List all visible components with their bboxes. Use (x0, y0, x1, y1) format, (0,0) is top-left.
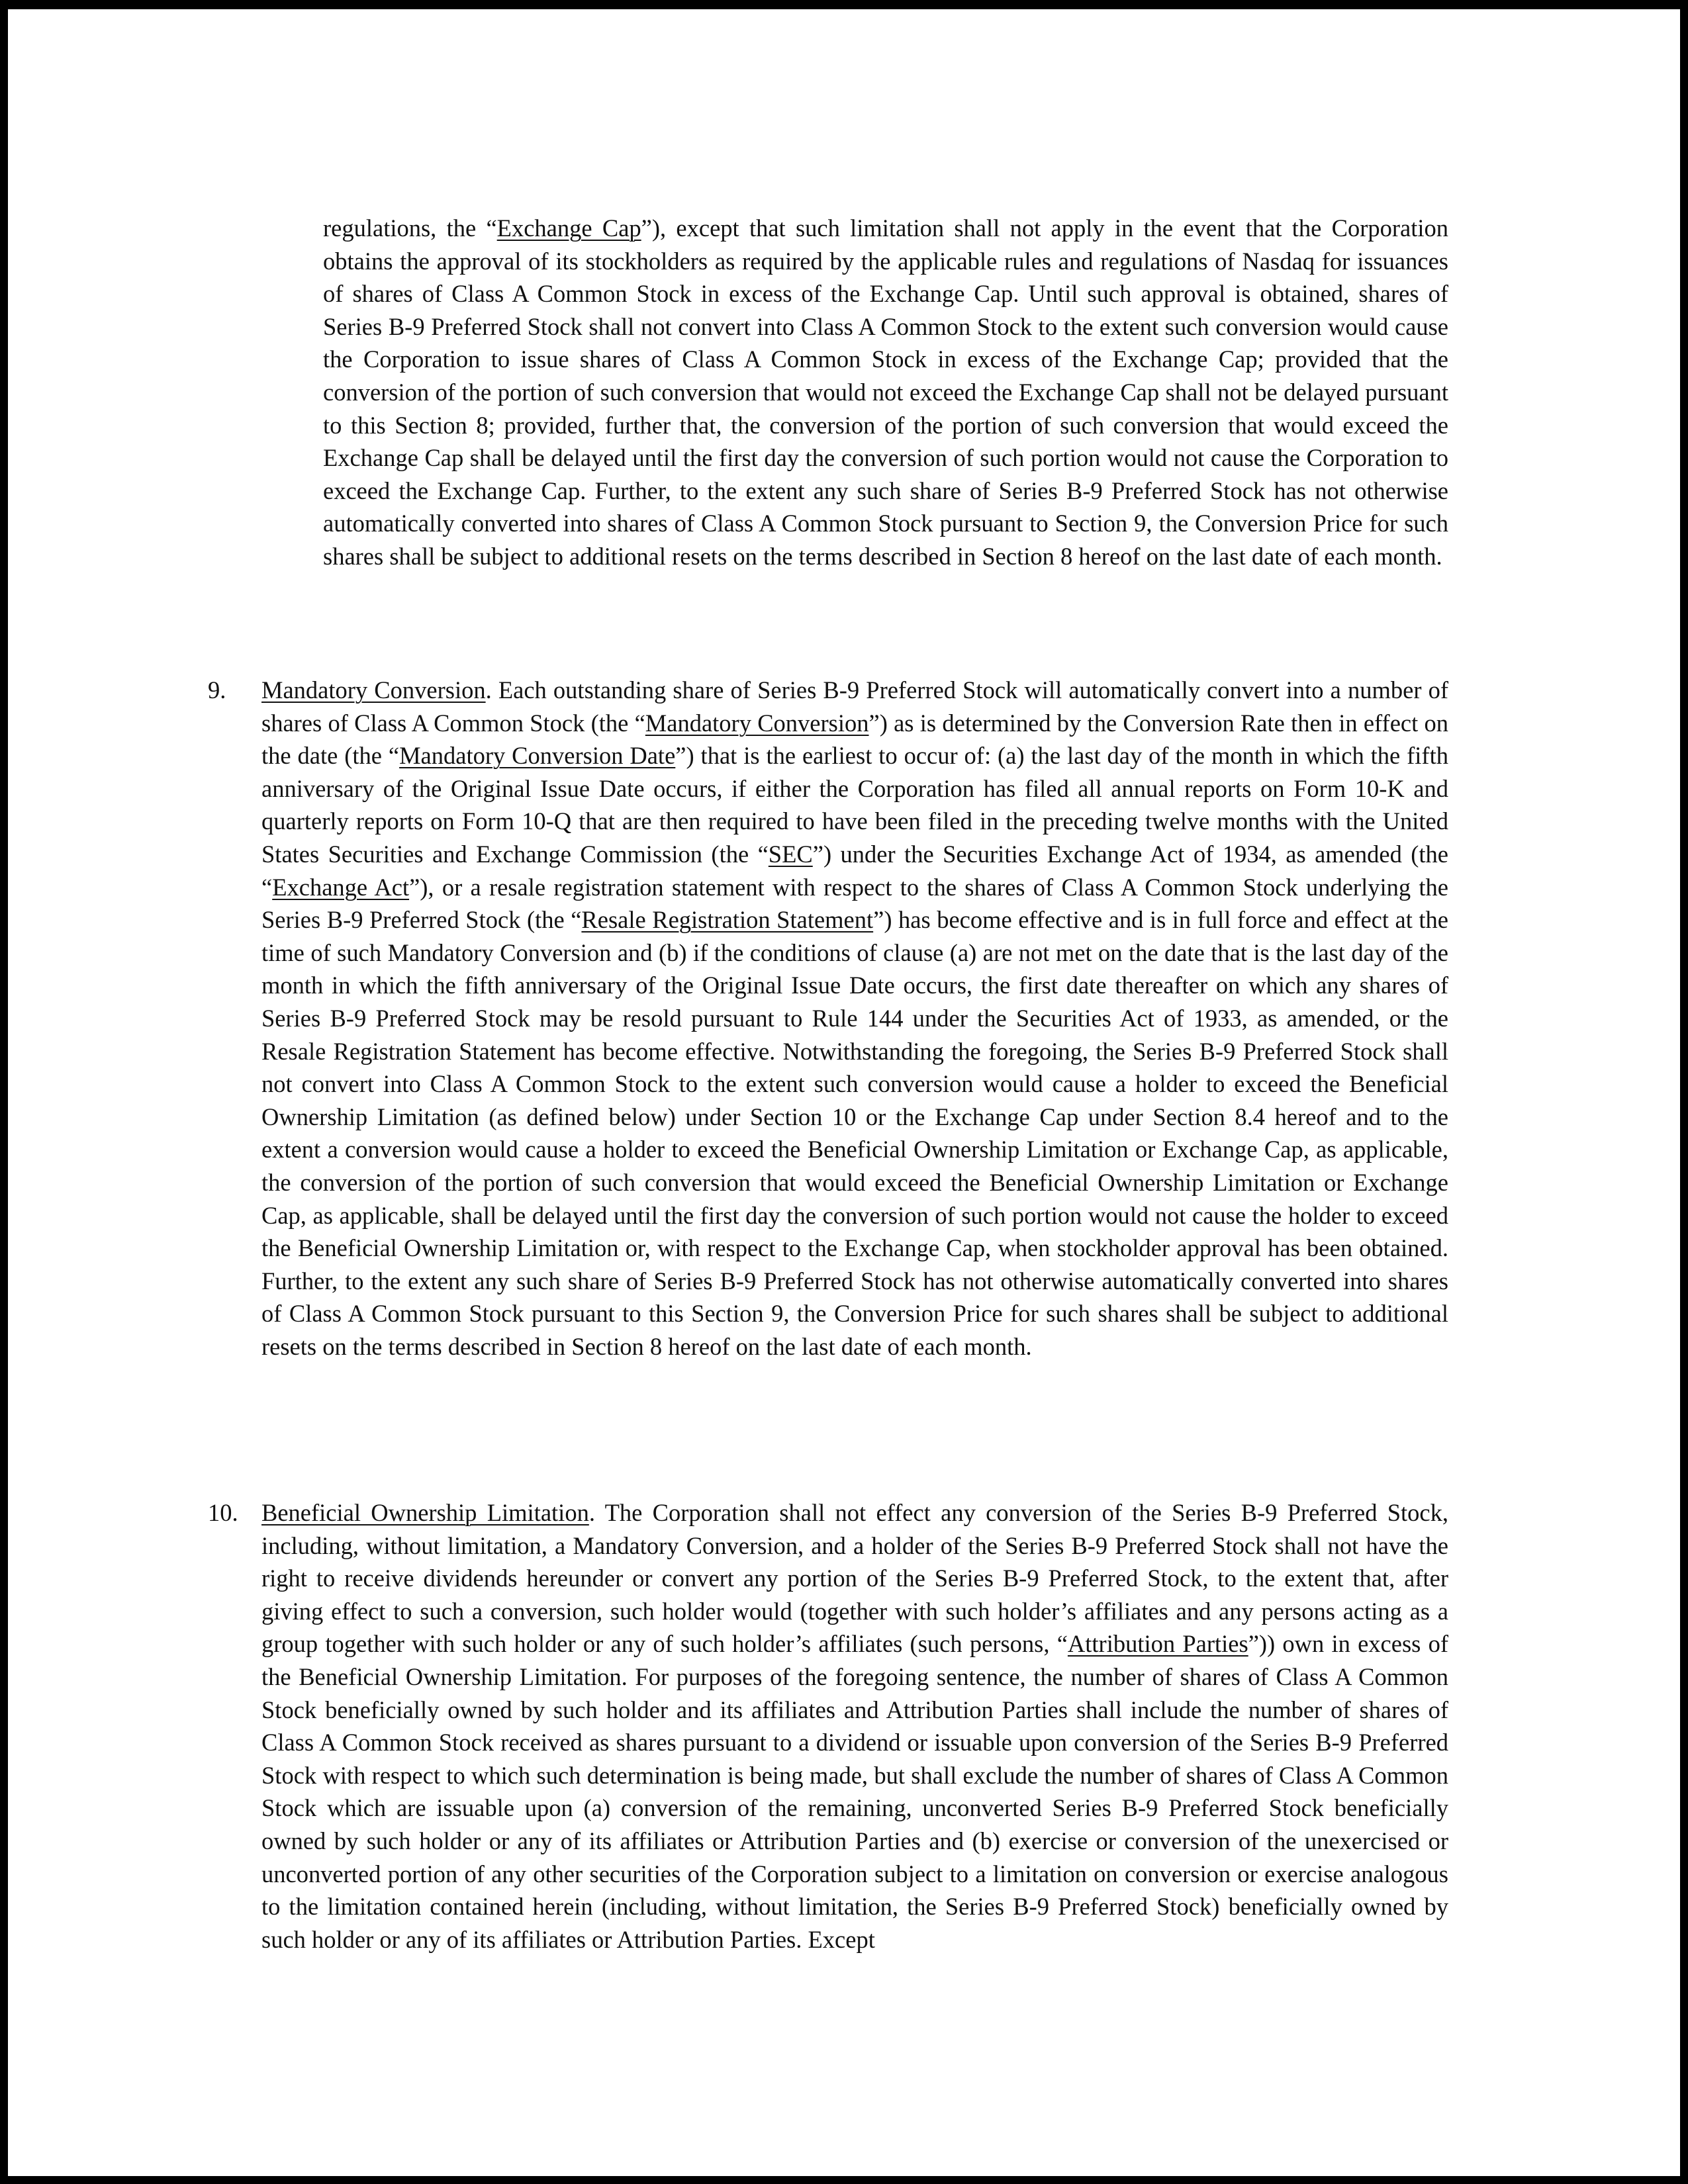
page-border-left (0, 0, 8, 2184)
section-heading: Beneficial Ownership Limitation (261, 1499, 589, 1526)
text-run: ”), or a resale registration statement with respect to the shares of Class A Common Stock underlying the Series B-9 Preferred Stock (the “ (261, 873, 1448, 934)
defined-term-resale-registration-statement: Resale Registration Statement (581, 906, 874, 934)
section-10-body (261, 1496, 1448, 1956)
defined-term-mandatory-conversion-date: Mandatory Conversion Date (399, 742, 676, 770)
text-run: ”), except that such limitation shall not apply in the event that the Corporation obtains the approval of its stockholders as required by the applicable rules and regulations of Nasdaq for issuances of shares of Class A Common Stock in excess of the Exchange Cap. Until such approval is obtained, shares of Series B-9 Preferred Stock shall not convert into Class A Common Stock to the extent such conversion would cause the Corporation to issue shares of Class A Common Stock in excess of the Exchange Cap; provided that the conversion of the portion of such conversion that would not exceed the Exchange Cap shall not be delayed pursuant to this Section 8; provided, further that, the conversion of the portion of such conversion that would exceed the Exchange Cap shall be delayed until the first day the conversion of such portion would not cause the Corporation to exceed the Exchange Cap. Further, to the extent any such share of Series B-9 Preferred Stock has not otherwise automatically converted into shares of Class A Common Stock pursuant to Section 9, the Conversion Price for such shares shall be subject to additional resets on the terms described in Section 8 hereof on the last date of each month. (323, 214, 1448, 570)
defined-term-attribution-parties: Attribution Parties (1067, 1630, 1248, 1658)
text-run: ”) under the Securities Exchange Act of 1934, as amended (the “ (261, 840, 1448, 901)
section-heading: Mandatory Conversion (261, 676, 486, 704)
page-border-right (1680, 0, 1688, 2184)
page-border-bottom (0, 2176, 1688, 2184)
text-run: ”) as is determined by the Conversion Rate then in effect on the date (the “ (261, 709, 1448, 770)
defined-term-sec: SEC (768, 840, 813, 868)
section-9-body (261, 674, 1448, 1363)
page-border-top (0, 0, 1688, 9)
defined-term-exchange-cap: Exchange Cap (496, 214, 641, 242)
text-run: . Each outstanding share of Series B-9 Preferred Stock will automatically convert into a number of shares of Class A Common Stock (the “ (261, 676, 1449, 737)
text-run: . The Corporation shall not effect any conversion of the Series B-9 Preferred Stock, including, without limitation, a Mandatory Conversion, and a holder of the Series B-9 Preferred Stock shall not have the right to receive dividends hereunder or convert any portion of the Series B-9 Preferred Stock, to the extent that, after giving effect to such a conversion, such holder would (together with such holder’s affiliates and any persons acting as a group together with such holder or any of such holder’s affiliates (such persons, “ (261, 1499, 1449, 1658)
section-number: 9. (208, 676, 226, 704)
text-run: regulations, the “ (323, 214, 497, 242)
defined-term-exchange-act: Exchange Act (272, 873, 410, 901)
section-number: 10. (208, 1499, 238, 1526)
text-run: ”) has become effective and is in full force and effect at the time of such Mandatory Conversion and (b) if the conditions of clause (a) are not met on the date that is the last day of the month in which the fifth anniversary of the Original Issue Date occurs, the first date thereafter on which any shares of Series B-9 Preferred Stock may be resold pursuant to Rule 144 under the Securities Act of 1933, as amended, or the Resale Registration Statement has become effective. Notwithstanding the foregoing, the Series B-9 Preferred Stock shall not convert into Class A Common Stock to the extent such conversion would cause a holder to exceed the Beneficial Ownership Limitation (as defined below) under Section 10 or the Exchange Cap under Section 8.4 hereof and to the extent a conversion would cause a holder to exceed the Beneficial Ownership Limitation or Exchange Cap, as applicable, the conversion of the portion of such conversion that would exceed the Beneficial Ownership Limitation or Exchange Cap, as applicable, shall be delayed until the first day the conversion of such portion would not cause the holder to exceed the Beneficial Ownership Limitation or, with respect to the Exchange Cap, when stockholder approval has been obtained. Further, to the extent any such share of Series B-9 Preferred Stock has not otherwise automatically converted into shares of Class A Common Stock pursuant to this Section 9, the Conversion Price for such shares shall be subject to additional resets on the terms described in Section 8 hereof on the last date of each month. (261, 906, 1448, 1360)
text-run: ”) that is the earliest to occur of: (a) the last day of the month in which the fifth anniversary of the Original Issue Date occurs, if either the Corporation has filed all annual reports on Form 10-K and quarterly reports on Form 10-Q that are then required to have been filed in the preceding twelve months with the United States Securities and Exchange Commission (the “ (261, 742, 1448, 868)
section-9 (208, 674, 1449, 1363)
defined-term-mandatory-conversion: Mandatory Conversion (645, 709, 869, 737)
section-10 (208, 1496, 1449, 1956)
continuation-paragraph (323, 212, 1448, 573)
text-run: ”)) own in excess of the Beneficial Ownership Limitation. For purposes of the foregoing sentence, the number of shares of Class A Common Stock beneficially owned by such holder and its affiliates and Attribution Parties shall include the number of shares of Class A Common Stock received as shares pursuant to a dividend or issuable upon conversion of the Series B-9 Preferred Stock with respect to which such determination is being made, but shall exclude the number of shares of Class A Common Stock which are issuable upon (a) conversion of the remaining, unconverted Series B-9 Preferred Stock beneficially owned by such holder or any of its affiliates or Attribution Parties and (b) exercise or conversion of the unexercised or unconverted portion of any other securities of the Corporation subject to a limitation on conversion or exercise analogous to the limitation contained herein (including, without limitation, the Series B-9 Preferred Stock) beneficially owned by such holder or any of its affiliates or Attribution Parties. Except (261, 1630, 1448, 1953)
